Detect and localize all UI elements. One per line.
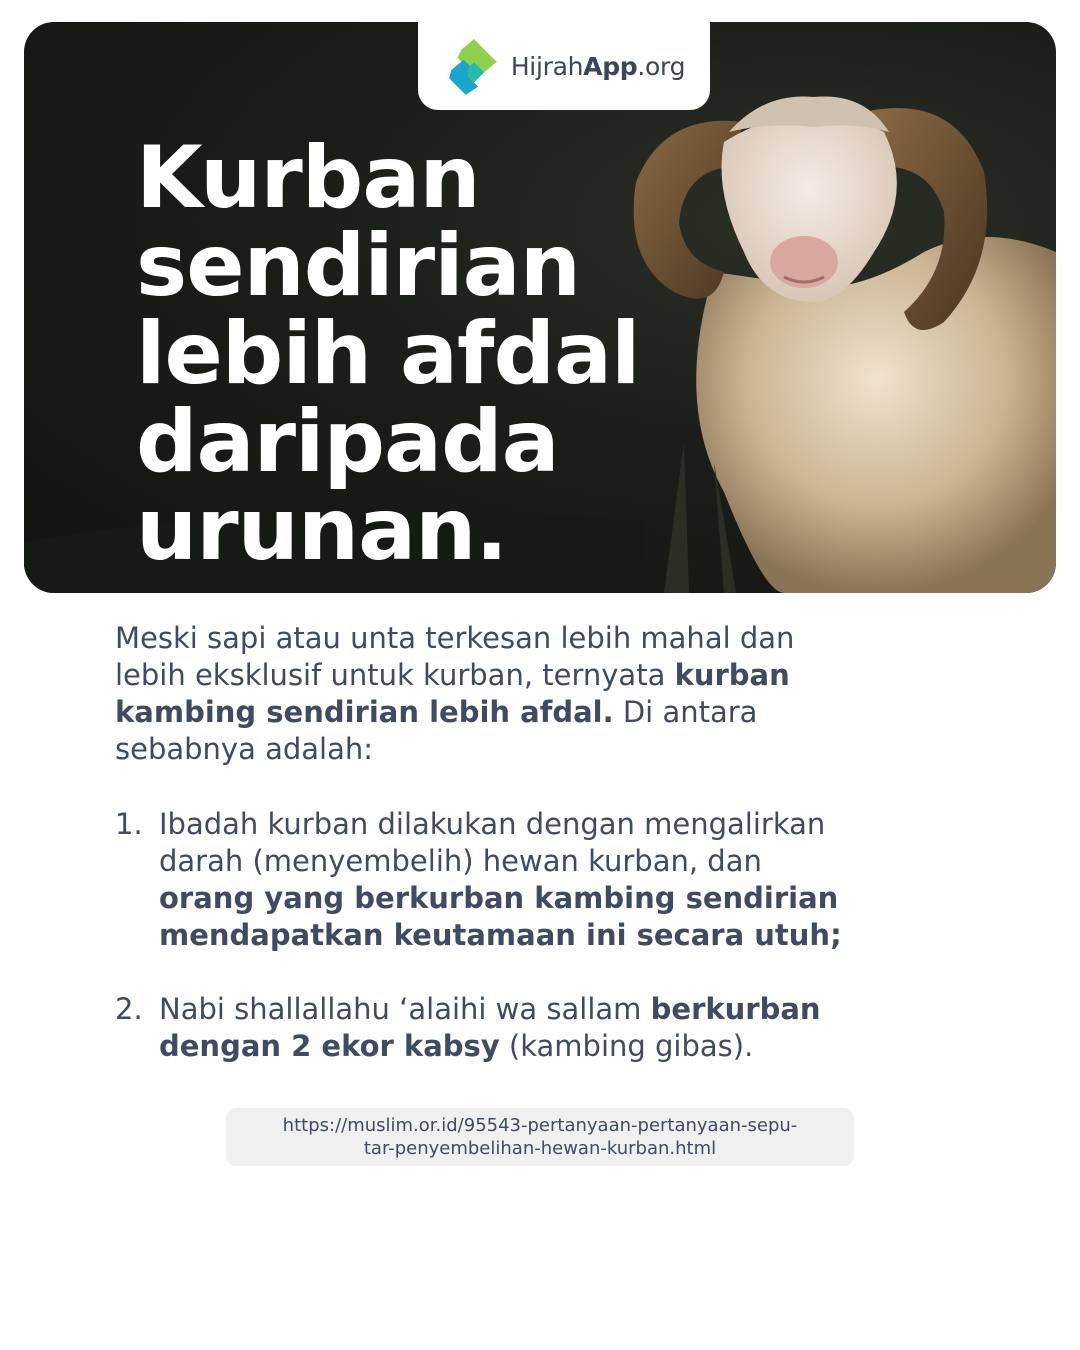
- list-line: Ibadah kurban dilakukan dengan mengalirkan: [159, 807, 826, 841]
- source-line: tar-penyembelihan-hewan-kurban.html: [363, 1138, 717, 1159]
- hero-title: [136, 128, 696, 580]
- intro-text: Di antara: [613, 695, 758, 729]
- brand-part-app: App: [583, 51, 638, 81]
- hero-title-line: lebih afdal: [136, 304, 640, 404]
- list-bold-text: dengan 2 ekor kabsy: [159, 1029, 500, 1063]
- hero-title-line: Kurban: [136, 128, 480, 228]
- list-text: Nabi shallallahu ‘alaihi wa sallam: [159, 992, 651, 1026]
- hero-banner: [24, 22, 1056, 593]
- intro-paragraph: [115, 620, 965, 768]
- reasons-list: [115, 806, 985, 1065]
- brand-name: [511, 52, 685, 81]
- source-line: https://muslim.or.id/95543-pertanyaan-pertanyaan-sepu-: [282, 1115, 798, 1136]
- hero-title-line: daripada: [136, 392, 559, 492]
- list-number: 1.: [115, 807, 143, 841]
- brand-part-org: .org: [637, 51, 686, 81]
- hijrahapp-logo-icon: [443, 35, 505, 97]
- intro-text: lebih eksklusif untuk kurban, ternyata: [115, 658, 675, 692]
- list-number: 2.: [115, 992, 143, 1026]
- list-item: [115, 806, 985, 954]
- intro-line: sebabnya adalah:: [115, 732, 373, 766]
- list-item: [115, 991, 985, 1065]
- intro-line: Meski sapi atau unta terkesan lebih mahal dan: [115, 621, 795, 655]
- intro-bold-text: kurban: [674, 658, 790, 692]
- list-line: darah (menyembelih) hewan kurban, dan: [159, 844, 762, 878]
- list-bold-text: berkurban: [650, 992, 821, 1026]
- list-bold-line: orang yang berkurban kambing sendirian: [159, 881, 839, 915]
- brand-part-hijrah: Hijrah: [510, 51, 584, 81]
- brand-logo[interactable]: [418, 22, 710, 110]
- intro-bold-text: kambing sendirian lebih afdal.: [115, 695, 614, 729]
- intro-line: [115, 694, 965, 731]
- hero-title-line: sendirian: [136, 216, 580, 316]
- list-bold-line: mendapatkan keutamaan ini secara utuh;: [159, 918, 842, 952]
- hero-title-line: urunan.: [136, 480, 508, 580]
- source-link[interactable]: [226, 1108, 854, 1166]
- list-line: [159, 991, 985, 1028]
- list-line: [159, 1028, 985, 1065]
- list-text: (kambing gibas).: [499, 1029, 754, 1063]
- intro-line: [115, 657, 965, 694]
